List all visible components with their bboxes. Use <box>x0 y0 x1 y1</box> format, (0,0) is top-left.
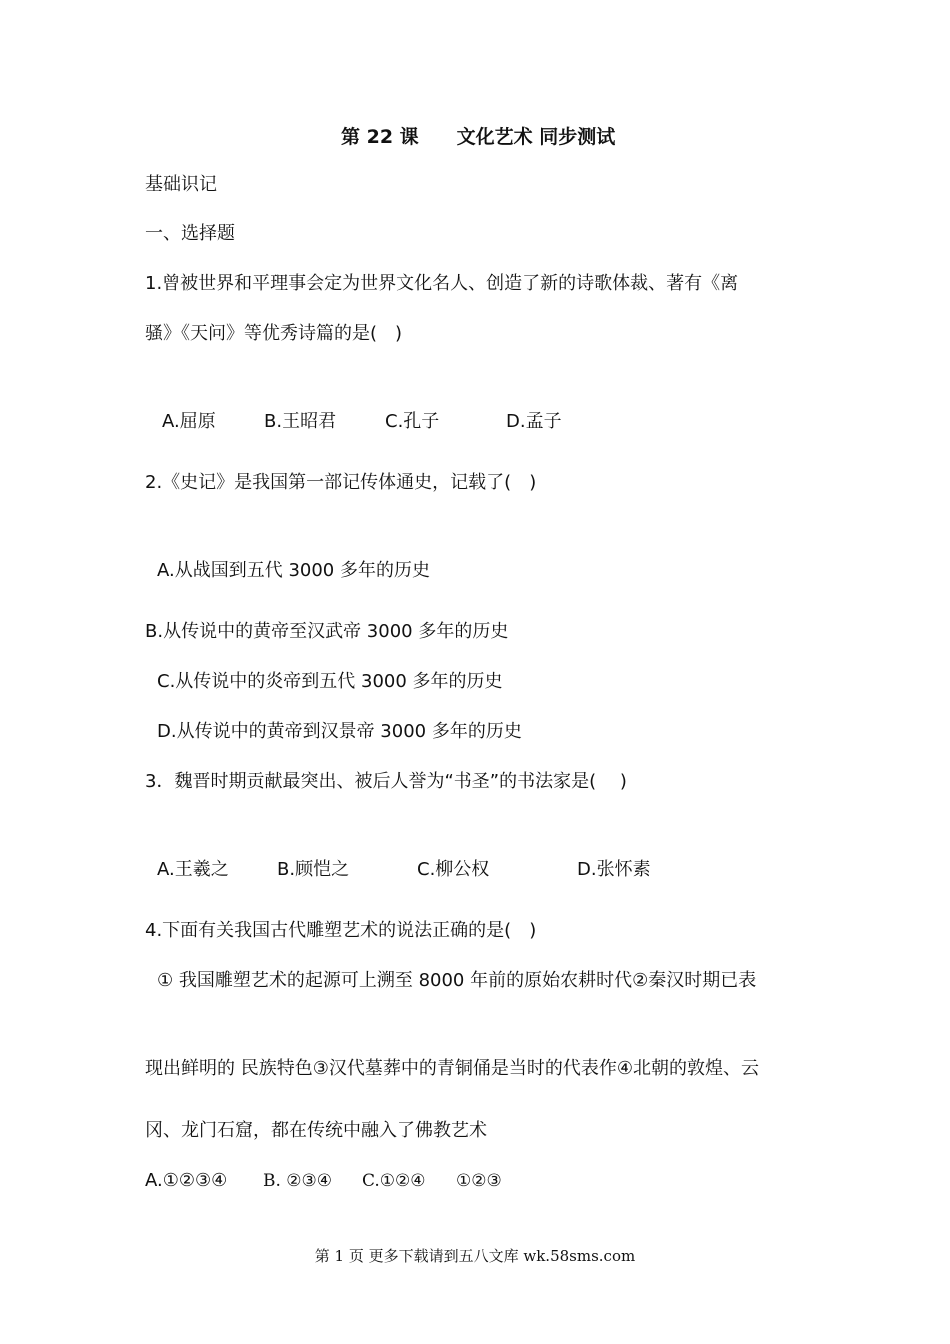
section-heading-basics: 基础识记 <box>145 174 217 195</box>
q1-option-b: B.王昭君 <box>264 411 337 432</box>
q4-option-d: ①②③ <box>456 1171 502 1191</box>
q2-stem: 2.《史记》是我国第一部记传体通史，记载了( ) <box>145 472 537 493</box>
q1-option-d: D.孟子 <box>506 411 562 432</box>
q1-stem-line1: 1.曾被世界和平理事会定为世界文化名人、创造了新的诗歌体裁、著有《离 <box>145 273 739 294</box>
q4-body-line2: 现出鲜明的 民族特色③汉代墓葬中的青铜俑是当时的代表作④北朝的敦煌、云 <box>145 1058 759 1079</box>
q4-option-c: C.①②④ <box>362 1171 426 1191</box>
q3-stem: 3．魏晋时期贡献最突出、被后人誉为“书圣”的书法家是( ) <box>145 771 627 792</box>
q3-option-a: A.王羲之 <box>157 859 229 880</box>
q4-body-line3: 冈、龙门石窟，都在传统中融入了佛教艺术 <box>145 1120 487 1141</box>
q3-option-c: C.柳公权 <box>417 859 490 880</box>
q3-option-d: D.张怀素 <box>577 859 651 880</box>
q4-stem: 4.下面有关我国古代雕塑艺术的说法正确的是( ) <box>145 920 537 941</box>
q1-option-a: A.屈原 <box>162 411 216 432</box>
q1-option-c: C.孔子 <box>385 411 440 432</box>
q2-option-a: A.从战国到五代 3000 多年的历史 <box>157 560 430 581</box>
q4-option-a: A.①②③④ <box>145 1170 228 1191</box>
q2-option-d: D.从传说中的黄帝到汉景帝 3000 多年的历史 <box>157 721 522 742</box>
q3-option-b: B.顾恺之 <box>277 859 350 880</box>
page-footer: 第 1 页 更多下载请到五八文库 wk.58sms.com <box>314 1247 636 1265</box>
q2-option-b: B.从传说中的黄帝至汉武帝 3000 多年的历史 <box>145 621 509 642</box>
section-heading-choice: 一、选择题 <box>145 223 235 244</box>
q1-stem-line2: 骚》《天问》等优秀诗篇的是( ) <box>145 323 403 344</box>
q2-option-c: C.从传说中的炎帝到五代 3000 多年的历史 <box>157 671 503 692</box>
q4-option-b: B. ②③④ <box>263 1171 333 1191</box>
q4-body-line1: ① 我国雕塑艺术的起源可上溯至 8000 年前的原始农耕时代②秦汉时期已表 <box>157 970 757 991</box>
page-title: 第 22 课 文化艺术 同步测试 <box>341 126 616 148</box>
